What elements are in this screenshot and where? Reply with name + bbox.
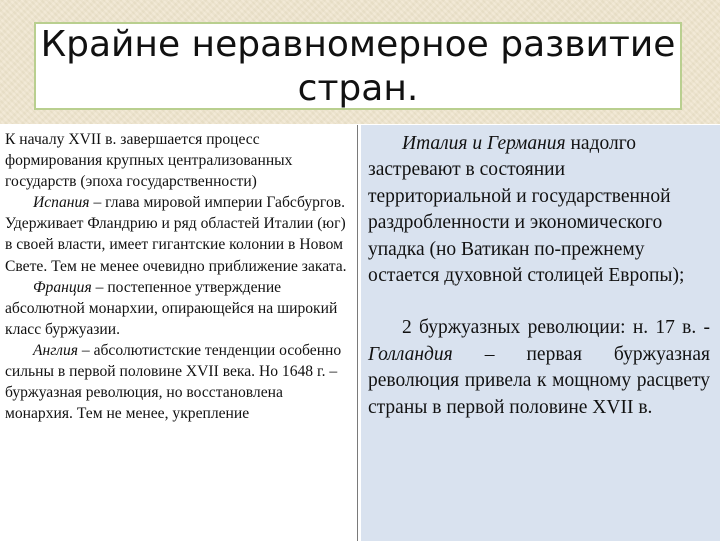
italy-germany-name: Италия и Германия <box>402 133 566 154</box>
title-box <box>34 22 682 110</box>
spain-text: – глава мировой империи Габсбургов. Удерживает Фландрию и ряд областей Италии (юг) в своей власти, имеет гигантские колонии в Новом Свете. Тем не менее очевидно приближение заката. <box>5 194 347 275</box>
france-paragraph <box>5 277 351 340</box>
left-column <box>0 125 358 541</box>
italy-germany-paragraph <box>368 131 710 289</box>
france-name: Франция <box>33 278 92 296</box>
holland-name: Голландия <box>368 343 453 365</box>
england-name: Англия <box>33 341 78 359</box>
spain-name: Испания <box>33 194 90 212</box>
revolutions-text-b: – первая буржуазная революция привела к мощному расцвету страны в первой половине XVII в. <box>368 343 710 418</box>
england-text: – абсолютистские тенденции особенно сильны в первой половине XVII века. Но 1648 г. – буржуазная революция, но восстановлена монархия. Тем не менее, укрепление <box>5 341 342 423</box>
intro-paragraph: К началу XVII в. завершается процесс формирования крупных централизованных государств (эпоха государственности) <box>5 131 293 191</box>
italy-germany-text: надолго застревают в состоянии территориальной и государственной раздробленности и экономического упадка (но Ватикан по-прежнему остается духовной столицей Европы); <box>368 133 685 287</box>
spain-paragraph <box>5 192 351 276</box>
right-column <box>361 125 720 541</box>
revolutions-paragraph <box>368 315 710 421</box>
england-paragraph <box>5 340 351 424</box>
paragraph-spacer <box>368 289 710 315</box>
content-table <box>0 124 720 541</box>
france-text: – постепенное утверждение абсолютной монархии, опирающейся на широкий класс буржуазии. <box>5 278 338 338</box>
slide-title: Крайне неравномерное развитие стран. <box>40 24 676 109</box>
revolutions-text-a: 2 буржуазных революции: н. 17 в. - <box>402 317 710 339</box>
